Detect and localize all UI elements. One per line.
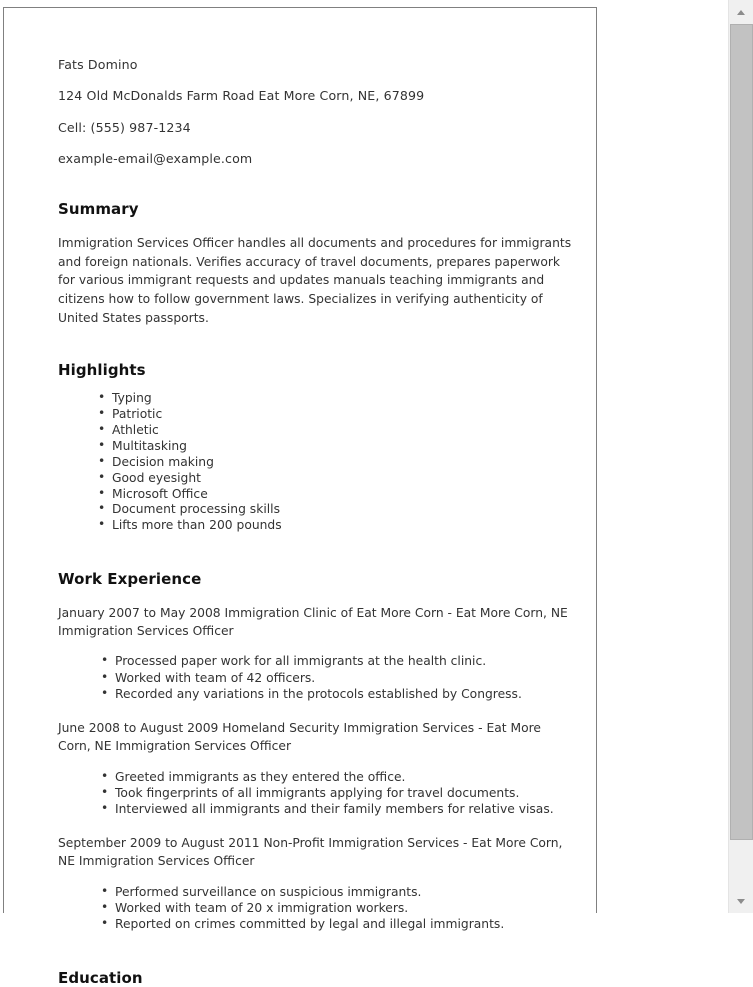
resume-document xyxy=(3,7,597,987)
highlights-list xyxy=(58,391,574,533)
job-header: September 2009 to August 2011 Non-Profit Immigration Services - Eat More Corn, NE Immigration Services Officer xyxy=(58,836,563,869)
highlight-item: • Typing xyxy=(98,391,574,406)
candidate-phone: Cell: (555) 987-1234 xyxy=(58,119,191,135)
job-bullet-list xyxy=(58,653,574,702)
summary-text: Immigration Services Officer handles all documents and procedures for immigrants and foreign nationals. Verifies accuracy of travel documents, prepares paperwork for various immigrant requests and updates manuals teaching immigrants and citizens how to follow government laws. Specializes in verifying authenticity of United States passports. xyxy=(58,236,572,325)
section-heading-highlights: Highlights xyxy=(58,361,146,380)
job-bullet-item: • Interviewed all immigrants and their family members for relative visas. xyxy=(101,801,574,817)
section-heading-education: Education xyxy=(58,968,143,987)
section-education xyxy=(4,969,596,987)
vertical-scrollbar[interactable] xyxy=(728,0,753,913)
section-summary xyxy=(4,200,596,327)
section-work-experience xyxy=(4,570,596,933)
scroll-down-button[interactable] xyxy=(729,889,753,913)
job-bullet-item: • Processed paper work for all immigrants at the health clinic. xyxy=(101,653,574,669)
candidate-email: example-email@example.com xyxy=(58,150,253,166)
highlight-item: • Multitasking xyxy=(98,439,574,454)
chevron-down-icon xyxy=(737,899,745,904)
job-bullet-item: • Took fingerprints of all immigrants applying for travel documents. xyxy=(101,785,574,801)
job-bullet-item: • Recorded any variations in the protocols established by Congress. xyxy=(101,686,574,702)
section-heading-summary: Summary xyxy=(58,200,139,218)
job-bullet-item: • Worked with team of 20 x immigration workers. xyxy=(101,900,574,916)
highlight-item: • Patriotic xyxy=(98,407,574,422)
section-heading-work-experience: Work Experience xyxy=(58,569,202,588)
resume-content xyxy=(4,8,596,987)
scrollbar-thumb[interactable] xyxy=(730,24,753,840)
job-bullet-item: • Reported on crimes committed by legal and illegal immigrants. xyxy=(101,916,574,932)
job-bullet-item: • Performed surveillance on suspicious immigrants. xyxy=(101,884,574,900)
job-bullet-item: • Worked with team of 42 officers. xyxy=(101,670,574,686)
section-highlights xyxy=(4,361,596,533)
highlight-item: • Athletic xyxy=(98,423,574,438)
candidate-name: Fats Domino xyxy=(58,57,138,72)
scroll-up-button[interactable] xyxy=(729,0,753,24)
work-experience-entries xyxy=(58,605,574,933)
work-experience-entry xyxy=(58,720,574,817)
job-bullet-list xyxy=(58,769,574,818)
job-bullet-item: • Greeted immigrants as they entered the office. xyxy=(101,769,574,785)
work-experience-entry xyxy=(58,605,574,702)
highlight-item: • Decision making xyxy=(98,455,574,470)
job-header: June 2008 to August 2009 Homeland Security Immigration Services - Eat More Corn, NE Immigration Services Officer xyxy=(58,720,541,753)
contact-header xyxy=(4,56,596,168)
candidate-address: 124 Old McDonalds Farm Road Eat More Corn, NE, 67899 xyxy=(58,88,425,104)
highlight-item: • Lifts more than 200 pounds xyxy=(98,518,574,533)
highlight-item: • Document processing skills xyxy=(98,502,574,517)
highlight-item: • Good eyesight xyxy=(98,471,574,486)
work-experience-entry xyxy=(58,835,574,932)
scrollbar-track[interactable] xyxy=(730,840,753,889)
chevron-up-icon xyxy=(737,10,745,15)
job-bullet-list xyxy=(58,884,574,933)
job-header: January 2007 to May 2008 Immigration Clinic of Eat More Corn - Eat More Corn, NE Immigration Services Officer xyxy=(58,605,568,638)
highlight-item: • Microsoft Office xyxy=(98,487,574,502)
